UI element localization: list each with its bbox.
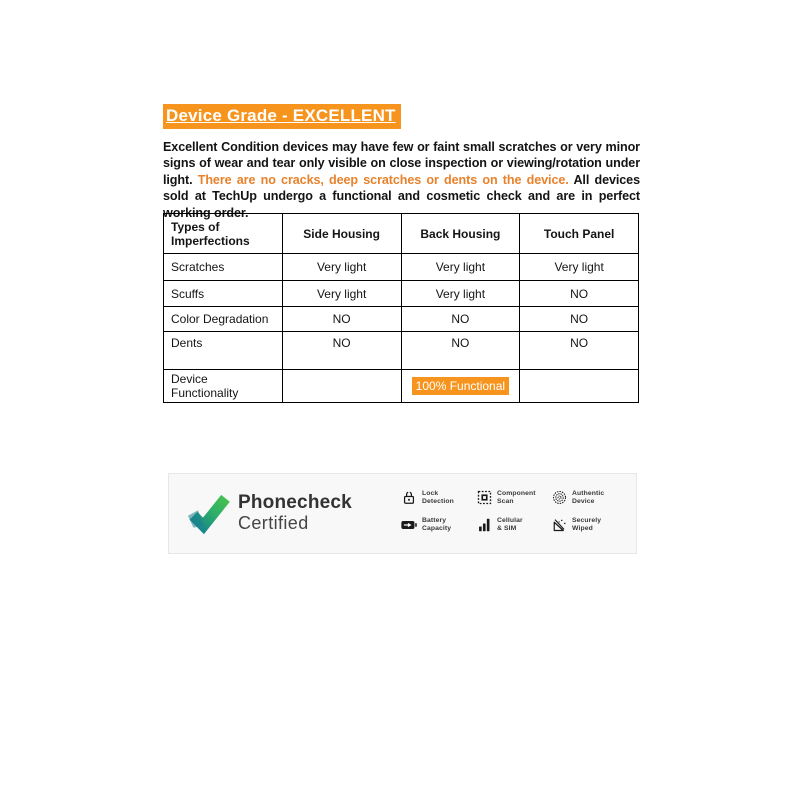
header-back-housing: Back Housing [401, 214, 520, 254]
cell-value [282, 370, 401, 403]
cell-value: Very light [282, 254, 401, 281]
feature-lock-detection [401, 489, 476, 506]
fingerprint-icon [551, 489, 567, 506]
row-label: Dents [164, 332, 283, 370]
cell-value: NO [282, 332, 401, 370]
signal-bars-icon [476, 516, 492, 533]
row-label: Device Functionality [164, 370, 283, 403]
feature-authentic-device [551, 489, 627, 506]
header-types: Types of Imperfections [164, 214, 283, 254]
feature-securely-wiped [551, 516, 627, 533]
phonecheck-checkmark-icon [187, 490, 231, 541]
table-row [164, 254, 639, 281]
header-side-housing: Side Housing [282, 214, 401, 254]
row-label: Scuffs [164, 281, 283, 307]
cell-value: Very light [401, 281, 520, 307]
table-row [164, 332, 639, 370]
lock-icon [401, 489, 417, 506]
feature-label: Authentic Device [572, 489, 605, 505]
cell-value: NO [401, 332, 520, 370]
functional-highlight: 100% Functional [412, 377, 509, 395]
feature-label: Component Scan [497, 489, 536, 505]
feature-cellular-sim [476, 516, 551, 533]
table-header-row [164, 214, 639, 254]
cell-value: NO [520, 332, 639, 370]
feature-label: Battery Capacity [422, 516, 452, 532]
cell-value: NO [282, 307, 401, 332]
feature-label: Cellular & SIM [497, 516, 523, 532]
feature-label: Securely Wiped [572, 516, 602, 532]
description-part-1: Excellent Condition devices may have few or faint small scratches or very minor signs of wear and tear only visible on close inspection or viewing/rotation under light. [163, 140, 640, 187]
cell-value [520, 370, 639, 403]
feature-component-scan [476, 489, 551, 506]
brand-name: Phonecheck [238, 492, 352, 513]
description-part-3: All devices sold at TechUp undergo a functional and cosmetic check and are in perfect working order. [163, 172, 640, 220]
feature-battery-capacity [401, 516, 476, 533]
table-row [164, 370, 639, 403]
brand-subtitle: Certified [238, 513, 309, 533]
cell-value: NO [520, 307, 639, 332]
cell-value: NO [520, 281, 639, 307]
table-row [164, 281, 639, 307]
table-row [164, 307, 639, 332]
cell-value: Very light [282, 281, 401, 307]
battery-icon [401, 516, 417, 533]
page-title: Device Grade - EXCELLENT [163, 104, 401, 129]
imperfections-table [163, 213, 639, 403]
cell-value: Very light [401, 254, 520, 281]
cell-value: Very light [520, 254, 639, 281]
row-label: Scratches [164, 254, 283, 281]
wipe-icon [551, 516, 567, 533]
feature-label: Lock Detection [422, 489, 454, 505]
cell-value: NO [401, 307, 520, 332]
component-icon [476, 489, 492, 506]
row-label: Color Degradation [164, 307, 283, 332]
header-touch-panel: Touch Panel [520, 214, 639, 254]
feature-grid [401, 489, 627, 533]
phonecheck-certified-badge [168, 473, 637, 554]
condition-description [163, 139, 640, 221]
description-part-orange: There are no cracks, deep scratches or dents on the device. [197, 172, 574, 187]
cell-value-highlighted [401, 370, 520, 403]
